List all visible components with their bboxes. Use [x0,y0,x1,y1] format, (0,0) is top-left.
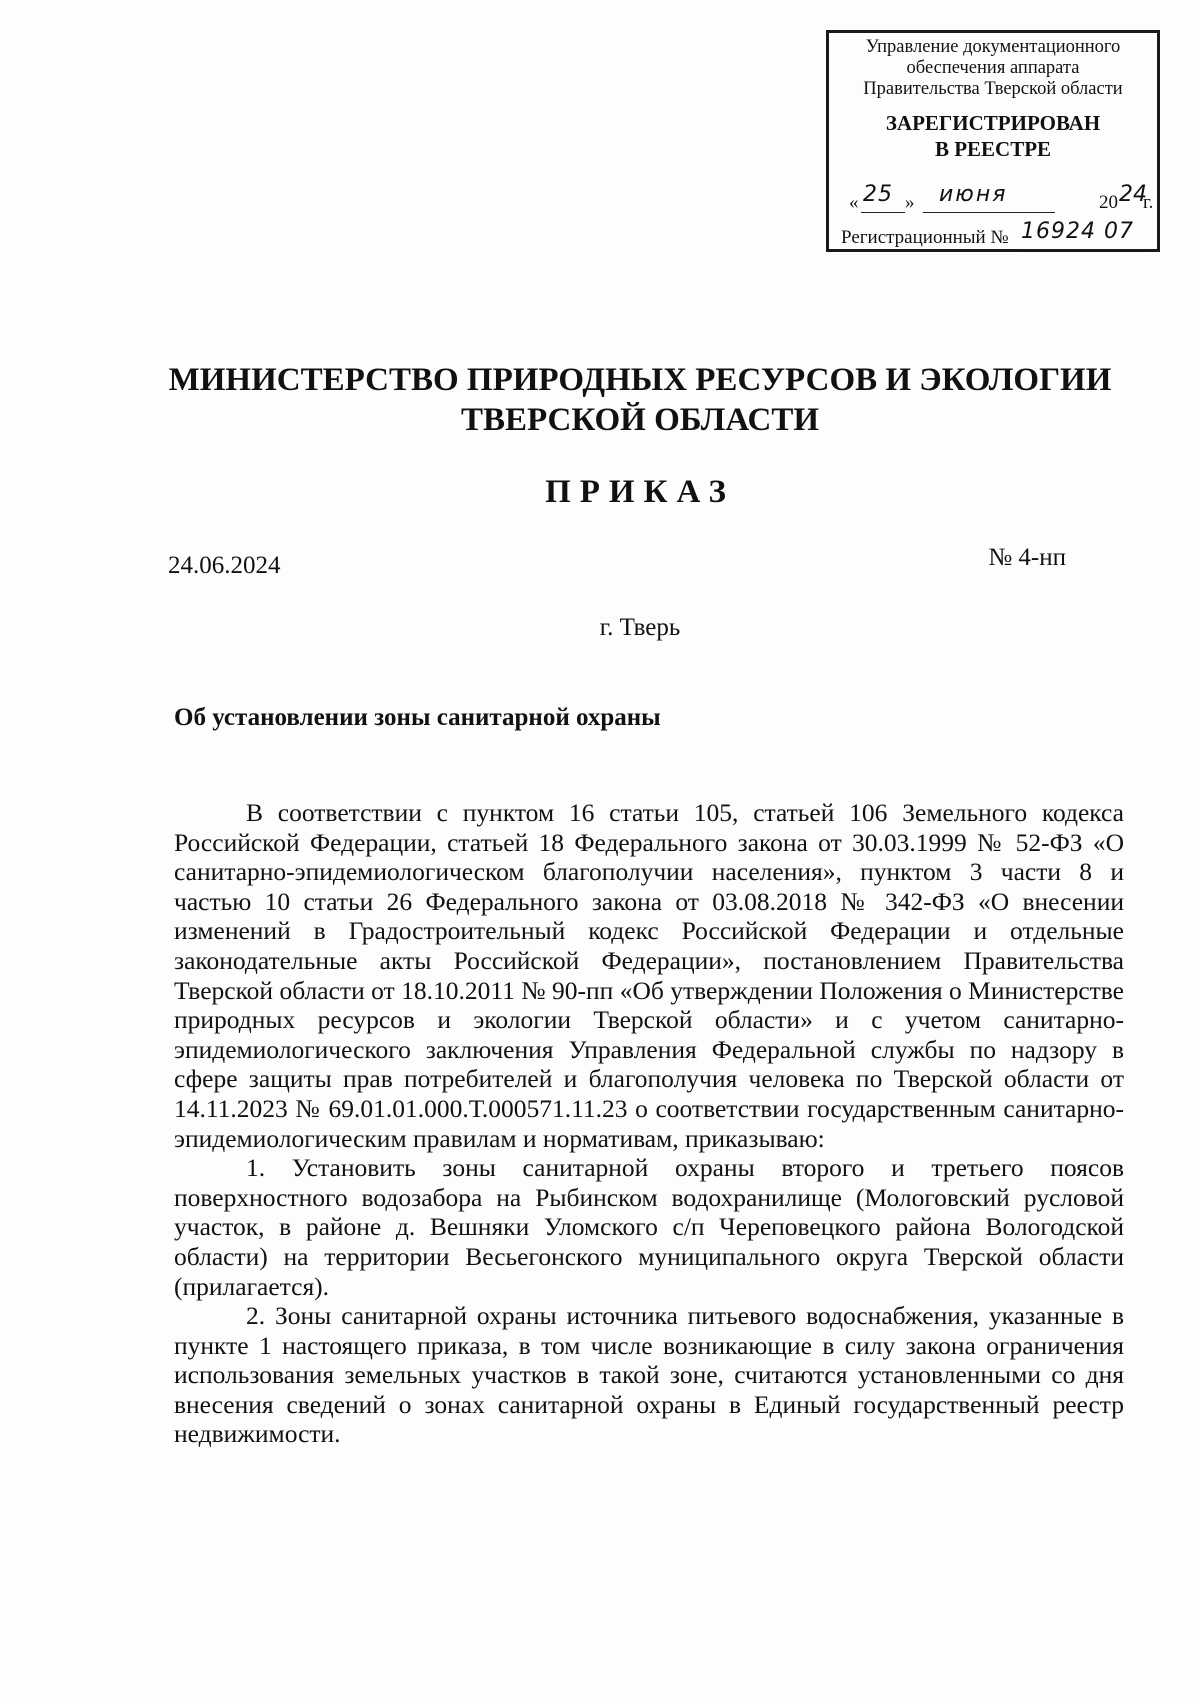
stamp-org-line3: Правительства Тверской области [863,79,1123,99]
stamp-number-handwritten: 16924 07 [1021,219,1134,244]
stamp-month-handwritten: июня [939,182,1008,207]
ministry-name-line2: ТВЕРСКОЙ ОБЛАСТИ [460,402,820,438]
body-preamble: В соответствии с пунктом 16 статьи 105, статьей 106 Земельного кодекса Российской Федерации, статьей 18 Федерального закона от 30.03.1999 № 52-ФЗ «О санитарно-эпидемиологическом благополучии населения», пунктом 3 части 8 и частью 10 статьи 26 Федерального закона от 03.08.2018 № 342-ФЗ «О внесении изменений в Градостроительный кодекс Российской Федерации и отдельные законодательные акты Российской Федерации», постановлением Правительства Тверской области от 18.10.2011 № 90-пп «Об утверждении Положения о Министерстве природных ресурсов и экологии Тверской области» и с учетом санитарно-эпидемиологического заключения Управления Федеральной службы по надзору в сфере защиты прав потребителей и благополучия человека по Тверской области от 14.11.2023 № 69.01.01.000.Т.000571.11.23 о соответствии государственным санитарно-эпидемиологическим правилам и нормативам, приказываю: [174,798,1124,1153]
document-city: г. Тверь [599,614,681,641]
document-date: 24.06.2024 [168,552,281,579]
registration-stamp [826,30,1160,252]
document-title: Об установлении зоны санитарной охраны [174,704,661,731]
document-body [174,798,1124,1449]
stamp-day-handwritten: 25 [863,182,893,207]
stamp-number-label: Регистрационный № [841,227,1009,248]
document-number: № 4-нп [988,544,1066,571]
stamp-registered-line1: ЗАРЕГИСТРИРОВАН [885,111,1101,135]
stamp-close-quote: » [905,192,915,213]
ministry-name [120,360,1160,440]
ministry-name-line1: МИНИСТЕРСТВО ПРИРОДНЫХ РЕСУРСОВ И ЭКОЛОГИИ [168,362,1112,398]
stamp-year-handwritten: 24 [1119,182,1147,207]
stamp-number-line [841,221,1153,251]
stamp-open-quote: « [849,192,859,213]
stamp-org-line2: обеспечения аппарата [906,58,1080,78]
stamp-century: 20 [1099,192,1118,213]
stamp-number-underline [1019,249,1147,250]
stamp-org-line1: Управление документационного [865,37,1121,57]
body-item-1: 1. Установить зоны санитарной охраны второго и третьего поясов поверхностного водозабора на Рыбинском водохранилище (Мологовский русловой участок, в районе д. Вешняки Уломского с/п Череповецкого района Вологодской области) на территории Весьегонского муниципального округа Тверской области (прилагается). [174,1153,1124,1301]
stamp-month-underline [923,212,1055,213]
stamp-registered-label [835,110,1151,162]
stamp-day-underline [861,212,905,213]
document-type: ПРИКАЗ [545,474,735,510]
stamp-registered-line2: В РЕЕСТРЕ [934,137,1052,161]
stamp-year-suffix: г. [1143,192,1154,213]
body-item-2: 2. Зоны санитарной охраны источника питьевого водоснабжения, указанные в пункте 1 настоящего приказа, в том числе возникающие в силу закона ограничения использования земельных участков в такой зоне, считаются установленными со дня внесения сведений о зонах санитарной охраны в Единый государственный реестр недвижимости. [174,1301,1124,1449]
stamp-date-line [843,182,1154,216]
